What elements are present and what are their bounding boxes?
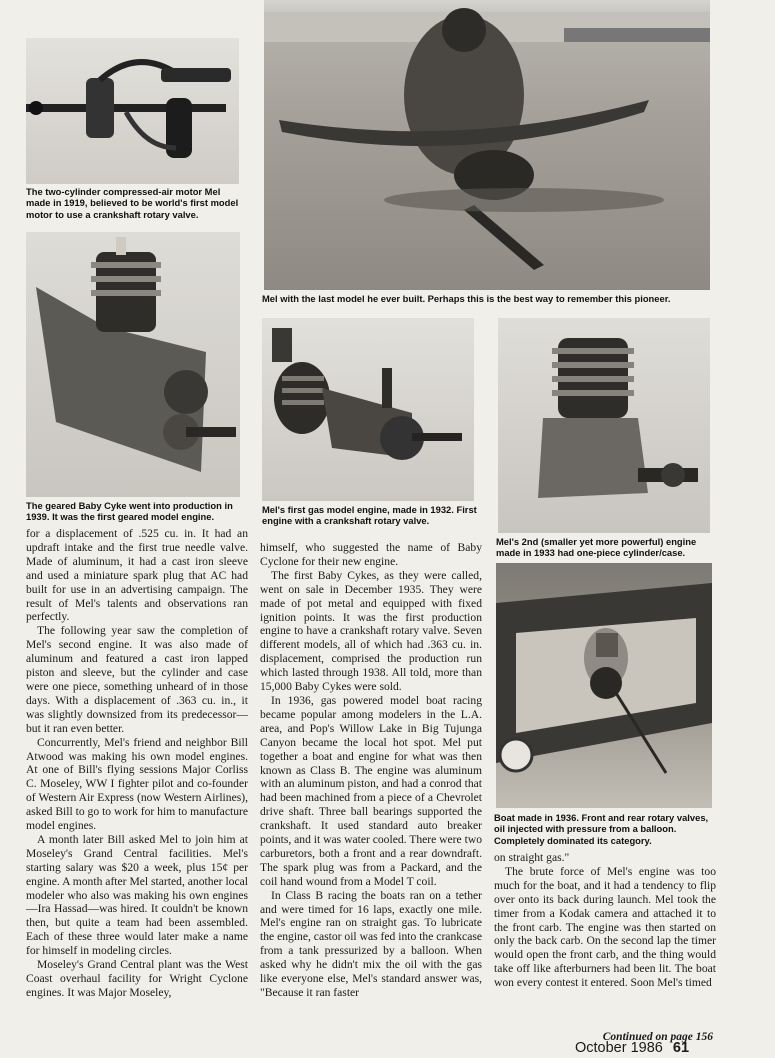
article-column-2 bbox=[260, 541, 482, 1042]
photo-first-gas-engine bbox=[262, 318, 474, 501]
paragraph: In 1936, gas powered model boat racing became popular among modelers in the L.A. area, and Pop's Willow Lake in Big Tujunga Canyon became the local hot spot. Mel put together a boat and engine for what was then known as Class B. The engine was aluminum with an aluminum piston, and had a conrod that had been machined from a piece of a Chevrolet drive shaft. Three ball bearings supported the crankshaft. It used standard auto breaker points, and it was water cooled. There were two carburetors, both a front and a rear downdraft. The spark plug was from a Packard, and the coil hand wound from a Model T coil. bbox=[260, 693, 482, 888]
caption-last-model: Mel with the last model he ever built. Perhaps this is the best way to remember this pioneer. bbox=[262, 293, 671, 304]
article-column-3 bbox=[494, 851, 716, 1029]
photo-last-model bbox=[264, 0, 710, 290]
photo-boat bbox=[496, 563, 712, 808]
issue-date: October 1986 bbox=[575, 1040, 663, 1056]
photo-baby-cyke bbox=[26, 232, 240, 497]
page-number: 61 bbox=[672, 1040, 690, 1056]
paragraph: The first Baby Cykes, as they were called, went on sale in December 1935. They were made of pot metal and equipped with fixed ignition points. It was the first production engine to have a crankshaft rotary valve. Seven different models, all of which had .363 cu. in. displacement, comprised the production run which lasted through 1938. All told, more than 15,000 Baby Cykes were sold. bbox=[260, 568, 482, 694]
paragraph: Concurrently, Mel's friend and neighbor Bill Atwood was making his own model engines. At one of Bill's flying sessions Major Corliss C. Moseley, WW I fighter pilot and co-founder of Western Air Express (now Western Airlines), asked Bill to go to work for him to manufacture model engines. bbox=[26, 735, 248, 833]
paragraph: on straight gas." bbox=[494, 851, 570, 864]
photo-second-engine bbox=[498, 318, 710, 533]
paragraph: Moseley's Grand Central plant was the West Coast overhaul facility for Wright Cyclone engines. It was Major Moseley, bbox=[26, 958, 248, 999]
paragraph: himself, who suggested the name of Baby Cyclone for their new engine. bbox=[260, 541, 482, 568]
photo-air-motor bbox=[26, 38, 239, 184]
caption-boat: Boat made in 1936. Front and rear rotary valves, oil injected with pressure from a balloon. Completely dominated its category. bbox=[494, 812, 709, 846]
page-footer bbox=[575, 1040, 725, 1058]
paragraph: The brute force of Mel's engine was too much for the boat, and it had a tendency to flip over onto its back during launch. Mel took the timer from a Kodak camera and attached it to the front carb. The engine was then started on only the back carb. On the second lap the timer would open the front carb, and the thing would take off like afterburners had been lit. The boat won every contest it entered. Soon Mel's timed bbox=[494, 864, 716, 990]
caption-second-engine: Mel's 2nd (smaller yet more powerful) engine made in 1933 had one-piece cylinder/case. bbox=[496, 536, 697, 559]
paragraph: The following year saw the completion of Mel's second engine. It was also made of aluminum and featured a cast iron lapped piston and sleeve, but the cylinder and case were one piece, something unheard of in those days. With a displacement of .363 cu. in., it was slightly downsized from its predecessor—but it ran even better. bbox=[26, 624, 248, 735]
caption-baby-cyke: The geared Baby Cyke went into production in 1939. It was the first geared model engine. bbox=[26, 500, 233, 523]
caption-air-motor: The two-cylinder compressed-air motor Mel made in 1919, believed to be world's first model motor to use a crankshaft rotary valve. bbox=[26, 186, 239, 220]
article-column-1 bbox=[26, 527, 248, 1042]
paragraph: A month later Bill asked Mel to join him at Moseley's Grand Central facilities. Mel's starting salary was $20 a week, plus 15¢ per engine. A month after Mel started, another local modeler who also was making his own engines—Ira Hassad—was hired. It couldn't be known then, but quite a team had been assembled. Each of these three would later make a name for himself in modeling circles. bbox=[26, 832, 248, 958]
paragraph: In Class B racing the boats ran on a tether and were timed for 16 laps, exactly one mile. Mel's engine ran on straight gas. To lubricate the engine, castor oil was fed into the crankcase from a tank pressurized by a balloon. When asked why he didn't mix the oil with the gas like everyone else, Mel's standard answer was, "Because it ran faster bbox=[260, 888, 482, 999]
continued-note: Continued on page 156 bbox=[602, 1031, 713, 1043]
paragraph: for a displacement of .525 cu. in. It had an updraft intake and the first true needle valve. Made of aluminum, it had a cast iron sleeve and used a miniature spark plug that AC had built for use in an advertising campaign. The result of Mel's talents and observations ran perfectly. bbox=[26, 527, 248, 624]
caption-first-gas: Mel's first gas model engine, made in 1932. First engine with a crankshaft rotary valve. bbox=[262, 504, 477, 527]
